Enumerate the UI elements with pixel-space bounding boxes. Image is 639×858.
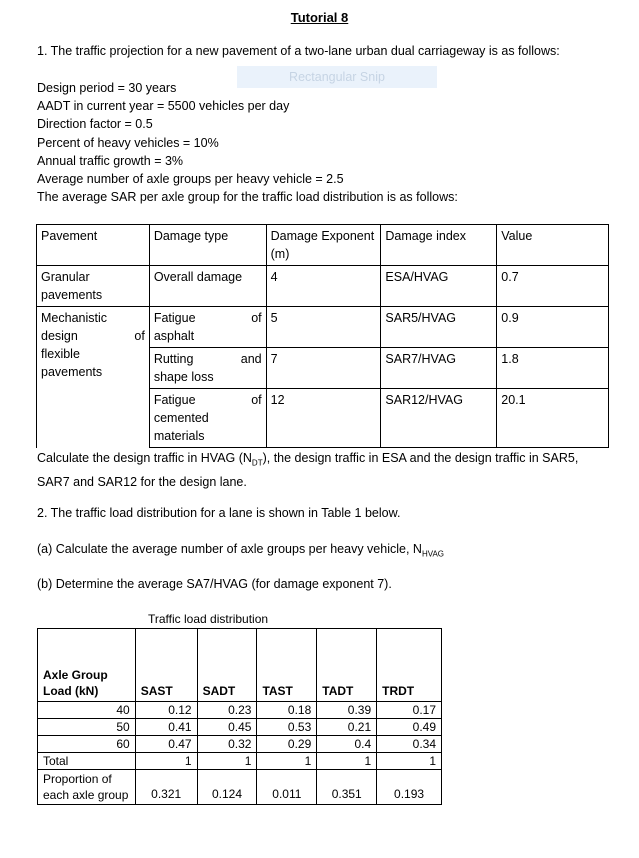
q1-line: Percent of heavy vehicles = 10% xyxy=(37,136,219,150)
damage-type-word: and xyxy=(240,352,262,366)
value-cell: 0.4 xyxy=(317,736,377,753)
q1-intro: 1. The traffic projection for a new pavement of a two-lane urban dual carriageway is as follows: xyxy=(37,44,560,58)
proportion-label: Proportion of each axle group xyxy=(38,770,136,805)
load-cell: 50 xyxy=(38,719,136,736)
damage-index: ESA/HVAG xyxy=(381,266,497,307)
proportion-cell: 0.011 xyxy=(257,770,317,805)
calc-text: ), the design traffic in ESA and the design traffic in SAR5, SAR7 and SAR12 for the design lane. xyxy=(37,451,579,489)
q1-line: AADT in current year = 5500 vehicles per day xyxy=(37,99,290,113)
header-damage-index: Damage index xyxy=(381,225,497,266)
table-row xyxy=(37,307,609,348)
damage-type-word: Fatigue xyxy=(153,311,196,325)
q1-line: Direction factor = 0.5 xyxy=(37,117,153,131)
damage-type-word: asphalt xyxy=(153,329,195,343)
table-row xyxy=(37,266,609,307)
calc-subscript: DT xyxy=(251,458,263,468)
damage-exponent: 12 xyxy=(266,389,381,448)
q1-calculation xyxy=(37,449,609,491)
pavement-mechanistic xyxy=(37,307,150,448)
q2-part-b: (b) Determine the average SA7/HVAG (for damage exponent 7). xyxy=(37,577,392,591)
q2-intro: 2. The traffic load distribution for a lane is shown in Table 1 below. xyxy=(37,506,401,520)
value-cell: 0.18 xyxy=(257,702,317,719)
pavement-granular: Granular pavements xyxy=(37,266,150,307)
table-row xyxy=(38,736,442,753)
value-cell: 0.21 xyxy=(317,719,377,736)
value-cell: 0.49 xyxy=(377,719,442,736)
q2-part-a xyxy=(37,540,444,564)
part-a-subscript: HVAG xyxy=(421,549,445,559)
column-header: TAST xyxy=(257,629,317,702)
damage-exponent: 7 xyxy=(266,348,381,389)
table-header-row xyxy=(37,225,609,266)
value-cell: 0.47 xyxy=(135,736,197,753)
table-row xyxy=(38,702,442,719)
damage-type-word: of xyxy=(251,311,262,325)
damage-type-word: cemented xyxy=(153,411,209,425)
proportion-cell: 0.193 xyxy=(377,770,442,805)
damage-exponent: 4 xyxy=(266,266,381,307)
pavement-mech-line: design xyxy=(41,329,78,343)
pavement-mech-line: flexible xyxy=(41,347,80,361)
value-cell: 0.32 xyxy=(197,736,257,753)
column-header: TRDT xyxy=(377,629,442,702)
load-distribution-table xyxy=(37,628,442,805)
header-axle-group: Axle Group Load (kN) xyxy=(38,629,136,702)
rectangular-snip-overlay: Rectangular Snip xyxy=(237,66,437,88)
damage-exponent: 5 xyxy=(266,307,381,348)
value-cell: 0.12 xyxy=(135,702,197,719)
q1-line: Design period = 30 years xyxy=(37,81,177,95)
table-header-row xyxy=(38,629,442,702)
value-cell: 0.29 xyxy=(257,736,317,753)
total-label: Total xyxy=(38,753,136,770)
damage-type xyxy=(149,307,266,348)
value-cell: 0.34 xyxy=(377,736,442,753)
pavement-mech-line: of xyxy=(134,329,145,343)
total-cell: 1 xyxy=(197,753,257,770)
total-cell: 1 xyxy=(377,753,442,770)
damage-type-word: materials xyxy=(153,429,205,443)
damage-value: 20.1 xyxy=(497,389,609,448)
proportion-cell: 0.124 xyxy=(197,770,257,805)
column-header: TADT xyxy=(317,629,377,702)
value-cell: 0.45 xyxy=(197,719,257,736)
damage-index: SAR5/HVAG xyxy=(381,307,497,348)
value-cell: 0.39 xyxy=(317,702,377,719)
page-title: Tutorial 8 xyxy=(290,10,349,25)
total-cell: 1 xyxy=(135,753,197,770)
sar-table xyxy=(36,224,609,448)
damage-type xyxy=(149,348,266,389)
damage-value: 0.9 xyxy=(497,307,609,348)
value-cell: 0.41 xyxy=(135,719,197,736)
proportion-cell: 0.321 xyxy=(135,770,197,805)
q1-line: Average number of axle groups per heavy vehicle = 2.5 xyxy=(37,172,344,186)
damage-type: Overall damage xyxy=(149,266,266,307)
damage-type xyxy=(149,389,266,448)
proportion-cell: 0.351 xyxy=(317,770,377,805)
value-cell: 0.17 xyxy=(377,702,442,719)
load-cell: 60 xyxy=(38,736,136,753)
table-caption: Traffic load distribution xyxy=(148,612,269,626)
header-value: Value xyxy=(497,225,609,266)
damage-type-word: Rutting xyxy=(153,352,194,366)
q1-line: Annual traffic growth = 3% xyxy=(37,154,184,168)
damage-value: 1.8 xyxy=(497,348,609,389)
value-cell: 0.53 xyxy=(257,719,317,736)
column-header: SAST xyxy=(135,629,197,702)
pavement-mech-line: pavements xyxy=(41,365,103,379)
damage-value: 0.7 xyxy=(497,266,609,307)
table-row xyxy=(38,719,442,736)
q1-line: The average SAR per axle group for the traffic load distribution is as follows: xyxy=(37,190,458,204)
total-cell: 1 xyxy=(317,753,377,770)
load-cell: 40 xyxy=(38,702,136,719)
table-row-total xyxy=(38,753,442,770)
damage-type-word: of xyxy=(251,393,262,407)
damage-type-word: shape loss xyxy=(153,370,214,384)
value-cell: 0.23 xyxy=(197,702,257,719)
damage-index: SAR12/HVAG xyxy=(381,389,497,448)
total-cell: 1 xyxy=(257,753,317,770)
header-damage-exponent: Damage Exponent (m) xyxy=(266,225,381,266)
pavement-mech-line: Mechanistic xyxy=(41,311,107,325)
table-row-proportion xyxy=(38,770,442,805)
part-a-text: (a) Calculate the average number of axle groups per heavy vehicle, N xyxy=(37,542,422,556)
column-header: SADT xyxy=(197,629,257,702)
calc-text: Calculate the design traffic in HVAG (N xyxy=(37,451,252,465)
damage-index: SAR7/HVAG xyxy=(381,348,497,389)
header-pavement: Pavement xyxy=(37,225,150,266)
header-damage-type: Damage type xyxy=(149,225,266,266)
damage-type-word: Fatigue xyxy=(153,393,196,407)
